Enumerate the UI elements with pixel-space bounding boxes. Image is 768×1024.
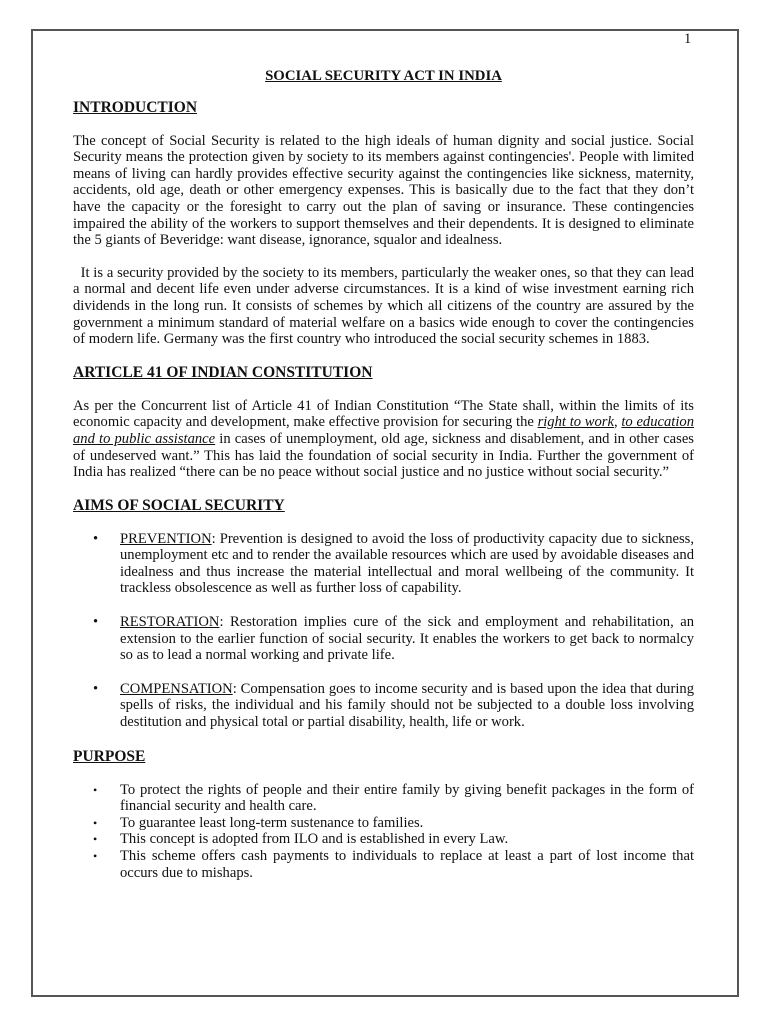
section-heading-article-41: ARTICLE 41 OF INDIAN CONSTITUTION [73,363,373,381]
intro-paragraph-1: The concept of Social Security is related to the high ideals of human dignity and social justice. Social Security means the protection given by society to its members against contingencies'. People with limited means of living can hardly provides effective security against the contingencies like sickness, maternity, accidents, old age, death or other emergency expenses. This is basically due to the fact that they don’t have the capacity or the foresight to carry out the plan of saving or insurance. These contingencies impaired the ability of the workers to support themselves and their dependents. It is designed to eliminate the 5 giants of Beveridge: want disease, ignorance, squalor and idealness. [73,132,694,249]
bullet-icon: • [93,680,99,697]
bullet-icon: • [93,614,99,631]
section-heading-purpose: PURPOSE [73,747,146,765]
intro-paragraph-2-text: It is a security provided by the society to its members, particularly the weaker ones, so that they can lead a normal and decent life even under adverse circumstances. It is a kind of wise investment earning rich dividends in the long run. It consists of schemes by which all citizens of the country are assured by the government a minimum standard of material welfare on a basics wide enough to cover the contingencies of modern life. Germany was the first country who introduced the social security schemes in 1883. [73,264,694,348]
article-41-comma: , [613,414,622,431]
aims-list [73,531,694,731]
purpose-item [73,782,694,815]
aim-item-restoration [73,614,694,664]
bullet-icon: • [93,815,98,830]
aim-text-restoration: : Restoration implies cure of the sick and employment and rehabilitation, an extension to the earlier function of social security. It enables the workers to get back to normalcy so as to lead a normal working and private life. [120,614,694,664]
purpose-list [73,782,694,882]
aim-term-compensation: COMPENSATION [120,680,233,697]
purpose-item-text: This scheme offers cash payments to individuals to replace at least a part of lost income that occurs due to mishaps. [120,848,694,881]
purpose-item-text: This concept is adopted from ILO and is established in every Law. [120,831,509,848]
bullet-icon: • [93,849,98,863]
aim-term-prevention: PREVENTION [120,530,212,547]
section-heading-aims: AIMS OF SOCIAL SECURITY [73,496,285,514]
aim-item-prevention [73,531,694,597]
purpose-item [73,848,694,881]
aim-text-prevention: : Prevention is designed to avoid the loss of productivity capacity due to sickness, unemployment etc and to render the available resources which are used by avoidable diseases and idealness and thus increase the material intellectual and moral wellbeing of the community. It trackless obsolescence as well as further loss of capability. [120,530,694,597]
purpose-item-text: To guarantee least long-term sustenance to families. [120,814,424,831]
document-title: SOCIAL SECURITY ACT IN INDIA [265,68,502,84]
purpose-item-text: To protect the rights of people and their entire family by giving benefit packages in the form of financial security and health care. [120,781,694,815]
section-heading-introduction: INTRODUCTION [73,98,198,116]
article-41-text-after: in cases of unemployment, old age, sickness and disablement, and in other cases of undeserved want.” This has laid the foundation of social security in India. Further the government of India has realized “there can be no peace without social justice and no justice without social security.” [73,430,694,481]
aim-term-restoration: RESTORATION [120,614,220,631]
education-public-assistance-link[interactable]: to education and to public assistance [73,414,694,447]
purpose-item [73,831,694,848]
aim-item-compensation [73,681,694,731]
intro-paragraph-2 [73,265,694,348]
bullet-icon: • [93,782,98,797]
right-to-work-link[interactable]: right to work [537,414,614,431]
aim-text-compensation: : Compensation goes to income security and is based upon the idea that during spells of risks, the individual and his family should not be subjected to a double loss involving destitution and physical total or partial disability, health, life or work. [120,680,694,731]
purpose-item [73,815,694,832]
document-body [73,68,694,881]
article-41-paragraph [73,398,694,481]
bullet-icon: • [93,832,98,847]
article-41-text-before: As per the Concurrent list of Article 41 of Indian Constitution “The State shall, within the limits of its economic capacity and development, make effective provision for securing the [73,397,694,431]
bullet-icon: • [93,530,99,547]
page-number: 1 [684,31,692,47]
